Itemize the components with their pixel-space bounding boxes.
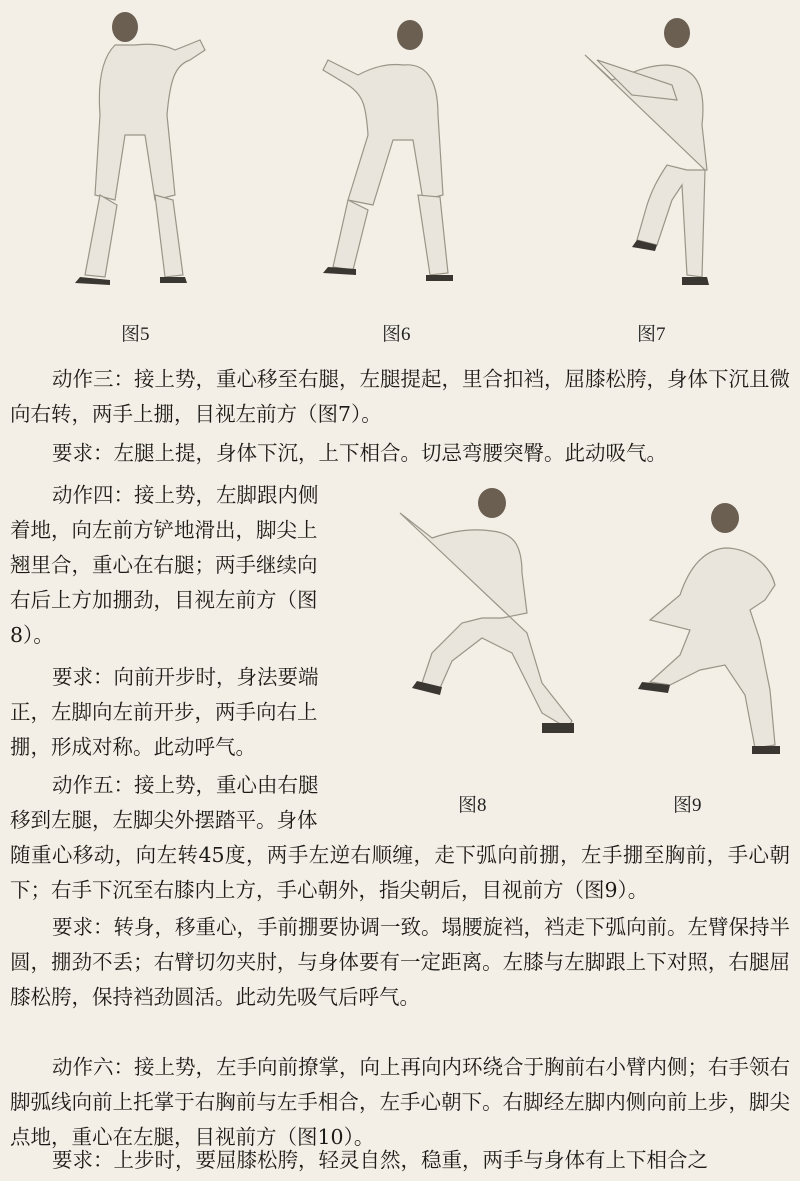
line: 动作四：接上势，左脚跟内侧	[52, 483, 319, 507]
paragraph-requirement-3-text: 要求：左腿上提，身体下沉，上下相合。切忌弯腰突臀。此动吸气。	[52, 441, 667, 465]
figure-8-photo	[392, 483, 592, 748]
figure-5-photo	[55, 5, 220, 290]
line: 动作五：接上势，重心由右腿	[52, 773, 319, 797]
figure-6-caption: 图6	[382, 324, 411, 345]
paragraph-requirement-3	[10, 436, 790, 471]
figure-8-caption: 图8	[458, 795, 487, 816]
paragraph-requirement-6-text: 要求：上步时，要屈膝松胯，轻灵自然，稳重，两手与身体有上下相合之	[52, 1148, 708, 1172]
paragraph-action-5-rest	[10, 838, 790, 908]
paragraph-action-4	[10, 478, 382, 653]
line: 翘里合，重心在右腿；两手继续向	[10, 553, 318, 577]
figure-9-photo	[630, 490, 795, 758]
line: 要求：向前开步时，身法要端	[52, 665, 319, 689]
paragraph-action-5-head	[10, 768, 382, 838]
paragraph-action-6	[10, 1050, 790, 1155]
paragraph-requirement-5	[10, 910, 790, 1015]
figure-7-photo	[577, 5, 727, 290]
figure-9-caption: 图9	[673, 795, 702, 816]
figure-6-photo	[318, 5, 468, 290]
line: 掤，形成对称。此动呼气。	[10, 735, 256, 759]
paragraph-action-3-text: 动作三：接上势，重心移至右腿，左腿提起，里合扣裆，屈膝松胯，身体下沉且微向右转，两手上掤，目视左前方（图7）。	[10, 367, 790, 426]
paragraph-action-3	[10, 362, 790, 432]
figure-7-caption: 图7	[637, 324, 666, 345]
figure-5-caption: 图5	[121, 324, 150, 345]
line: 着地，向左前方铲地滑出，脚尖上	[10, 518, 318, 542]
paragraph-requirement-5-text: 要求：转身，移重心，手前掤要协调一致。塌腰旋裆，裆走下弧向前。左臂保持半圆，掤劲不丢；右臂切勿夹肘，与身体要有一定距离。左膝与左脚跟上下对照，右腿屈膝松胯，保持裆劲圆活。此动先吸气后呼气。	[10, 915, 790, 1009]
paragraph-requirement-4	[10, 660, 382, 765]
line: 8）。	[10, 623, 54, 647]
paragraph-requirement-6	[10, 1143, 790, 1178]
line: 右后上方加掤劲，目视左前方（图	[10, 588, 318, 612]
paragraph-action-5-rest-text: 随重心移动，向左转45度，两手左逆右顺缠，走下弧向前掤，左手掤至胸前，手心朝下；右手下沉至右膝内上方，手心朝外，指尖朝后，目视前方（图9）。	[10, 843, 790, 902]
paragraph-action-6-text: 动作六：接上势，左手向前撩掌，向上再向内环绕合于胸前右小臂内侧；右手领右脚弧线向前上托掌于右胸前与左手相合，左手心朝下。右脚经左脚内侧向前上步，脚尖点地，重心在左腿，目视前方（图10）。	[10, 1055, 790, 1149]
line: 移到左腿，左脚尖外摆踏平。身体	[10, 808, 318, 832]
line: 正，左脚向左前开步，两手向右上	[10, 700, 318, 724]
